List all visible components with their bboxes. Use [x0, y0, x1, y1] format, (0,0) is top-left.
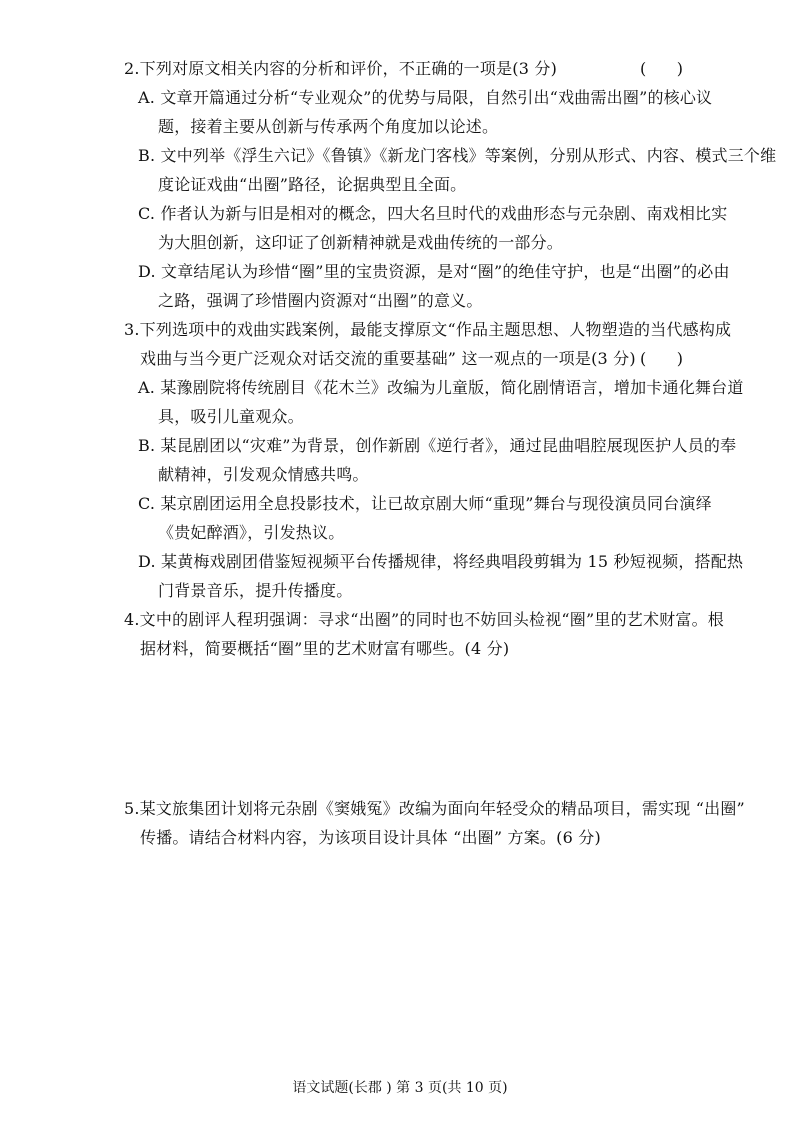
option-c-continued: 为大胆创新，这印证了创新精神就是戏曲传统的一部分。 [158, 233, 564, 252]
option-a: A. 某豫剧院将传统剧目《花木兰》改编为儿童版，简化剧情语言，增加卡通化舞台道 [138, 378, 744, 397]
question-5-stem: 5.某文旅集团计划将元杂剧《窦娥冤》改编为面向年轻受众的精品项目，需实现 “出圈” [124, 799, 745, 818]
option-b: B. 某昆剧团以“灾难”为背景，创作新剧《逆行者》，通过昆曲唱腔展现医护人员的奉 [138, 436, 737, 455]
option-c: C. 作者认为新与旧是相对的概念，四大名旦时代的戏曲形态与元杂剧、南戏相比实 [138, 204, 728, 223]
option-b-continued: 度论证戏曲“出圈”路径，论据典型且全面。 [158, 175, 467, 194]
option-d-continued: 门背景音乐，提升传播度。 [158, 581, 353, 600]
option-c-continued: 《贵妃醉酒》，引发热议。 [158, 523, 345, 542]
question-4-stem: 4.文中的剧评人程玥强调：寻求“出圈”的同时也不妨回头检视“圈”里的艺术财富。根 [124, 610, 724, 629]
option-d: D. 文章结尾认为珍惜“圈”里的宝贵资源，是对“圈”的绝佳守护，也是“出圈”的必由 [138, 262, 730, 281]
question-5-stem-continued: 传播。请结合材料内容，为该项目设计具体 “出圈” 方案。(6 分) [140, 828, 601, 847]
option-d-continued: 之路，强调了珍惜圈内资源对“出圈”的意义。 [158, 291, 483, 310]
answer-parentheses: ( ) [640, 59, 683, 78]
option-d: D. 某黄梅戏剧团借鉴短视频平台传播规律，将经典唱段剪辑为 15 秒短视频，搭配热 [138, 552, 744, 571]
option-a: A. 文章开篇通过分析“专业观众”的优势与局限，自然引出“戏曲需出圈”的核心议 [138, 88, 713, 107]
option-b: B. 文中列举《浮生六记》《鲁镇》《新龙门客栈》等案例，分别从形式、内容、模式三个维 [138, 146, 777, 165]
question-3-stem-continued: 戏曲与当今更广泛观众对话交流的重要基础” 这一观点的一项是(3 分) [140, 349, 636, 368]
page-footer: 语文试题(长郡 ) 第 3 页(共 10 页) [292, 1080, 508, 1096]
option-b-continued: 献精神，引发观众情感共鸣。 [158, 465, 369, 484]
option-a-continued: 题，接着主要从创新与传承两个角度加以论述。 [158, 117, 499, 136]
question-2-stem: 2.下列对原文相关内容的分析和评价，不正确的一项是(3 分) [124, 59, 558, 78]
option-a-continued: 具，吸引儿童观众。 [158, 407, 304, 426]
question-3-stem: 3.下列选项中的戏曲实践案例，最能支撑原文“作品主题思想、人物塑造的当代感构成 [124, 320, 732, 339]
question-4-stem-continued: 据材料，简要概括“圈”里的艺术财富有哪些。(4 分) [140, 639, 510, 658]
answer-parentheses: ( ) [640, 349, 683, 368]
option-c: C. 某京剧团运用全息投影技术，让已故京剧大师“重现”舞台与现役演员同台演绎 [138, 494, 712, 513]
